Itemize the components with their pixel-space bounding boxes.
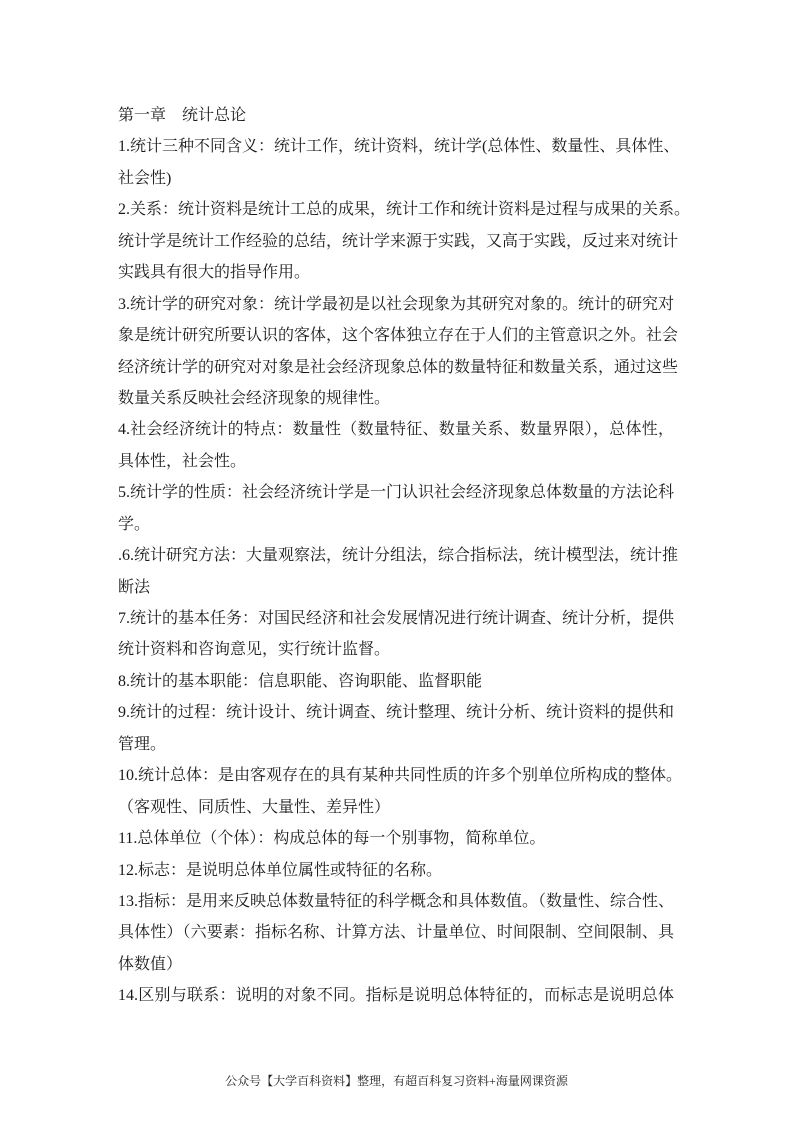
text-line: 学。 bbox=[118, 515, 151, 533]
text-line: 体数值） bbox=[118, 955, 183, 973]
page-footer: 公众号【大学百科资料】整理，有超百科复习资料+海量网课资源 bbox=[225, 1074, 568, 1088]
text-line: 管理。 bbox=[118, 735, 167, 753]
text-line: 2.关系：统计资料是统计工总的成果，统计工作和统计资料是过程与成果的关系。 bbox=[118, 201, 691, 219]
paragraph bbox=[118, 980, 674, 1011]
text-line: 实践具有很大的指导作用。 bbox=[118, 264, 311, 282]
text-line: 具体性，社会性。 bbox=[118, 452, 247, 470]
text-line: 具体性）（六要素：指标名称、计算方法、计量单位、时间限制、空间限制、具 bbox=[118, 924, 674, 942]
text-line: 14.区别与联系：说明的对象不同。指标是说明总体特征的，而标志是说明总体 bbox=[118, 987, 674, 1005]
paragraph bbox=[118, 823, 674, 854]
text-line: 社会性) bbox=[118, 169, 172, 187]
text-line: 经济统计学的研究对对象是社会经济现象总体的数量特征和数量关系，通过这些 bbox=[118, 358, 679, 376]
paragraph bbox=[118, 603, 674, 666]
text-line: .6.统计研究方法：大量观察法，统计分组法，综合指标法，统计模型法，统计推 bbox=[118, 547, 679, 565]
paragraph bbox=[118, 194, 691, 288]
text-line: 8.统计的基本职能：信息职能、咨询职能、监督职能 bbox=[118, 672, 483, 690]
text-line: 7.统计的基本任务：对国民经济和社会发展情况进行统计调查、统计分析，提供 bbox=[118, 610, 675, 627]
text-line: 4.社会经济统计的特点：数量性（数量特征、数量关系、数量界限），总体性， bbox=[118, 421, 674, 439]
paragraph bbox=[118, 697, 674, 760]
paragraph bbox=[118, 886, 674, 980]
text-line: 1.统计三种不同含义：统计工作，统计资料，统计学(总体性、数量性、具体性、 bbox=[118, 138, 680, 156]
text-line: 5.统计学的性质：社会经济统计学是一门认识社会经济现象总体数量的方法论科 bbox=[118, 484, 675, 502]
paragraph bbox=[118, 289, 679, 415]
paragraph bbox=[118, 540, 679, 603]
paragraph bbox=[118, 477, 674, 540]
document-body bbox=[118, 100, 691, 1012]
paragraph bbox=[118, 131, 680, 194]
text-line: 12.标志：是说明总体单位属性或特征的名称。 bbox=[118, 861, 443, 879]
text-line: 统计学是统计工作经验的总结，统计学来源于实践，又高于实践，反过来对统计 bbox=[118, 232, 679, 250]
text-line: 11.总体单位（个体）：构成总体的每一个别事物，简称单位。 bbox=[118, 830, 546, 848]
text-line: 数量关系反映社会经济现象的规律性。 bbox=[118, 389, 391, 407]
paragraph bbox=[118, 414, 674, 477]
text-line: 3.统计学的研究对象：统计学最初是以社会现象为其研究对象的。统计的研究对 bbox=[118, 295, 675, 313]
paragraph bbox=[118, 855, 674, 886]
text-line: 10.统计总体：是由客观存在的具有某种共同性质的许多个别单位所构成的整体。 bbox=[118, 767, 683, 785]
text-line: （客观性、同质性、大量性、差异性） bbox=[118, 798, 391, 816]
text-line: 象是统计研究所要认识的客体，这个客体独立存在于人们的主管意识之外。社会 bbox=[118, 327, 679, 345]
text-line: 13.指标：是用来反映总体数量特征的科学概念和具体数值。（数量性、综合性、 bbox=[118, 892, 675, 910]
chapter-title: 第一章 统计总论 bbox=[118, 107, 247, 124]
text-line: 统计资料和咨询意见，实行统计监督。 bbox=[118, 641, 391, 659]
text-line: 9.统计的过程：统计设计、统计调查、统计整理、统计分析、统计资料的提供和 bbox=[118, 704, 675, 722]
text-line: 断法 bbox=[118, 578, 151, 596]
paragraph bbox=[118, 666, 674, 697]
paragraph bbox=[118, 760, 683, 823]
